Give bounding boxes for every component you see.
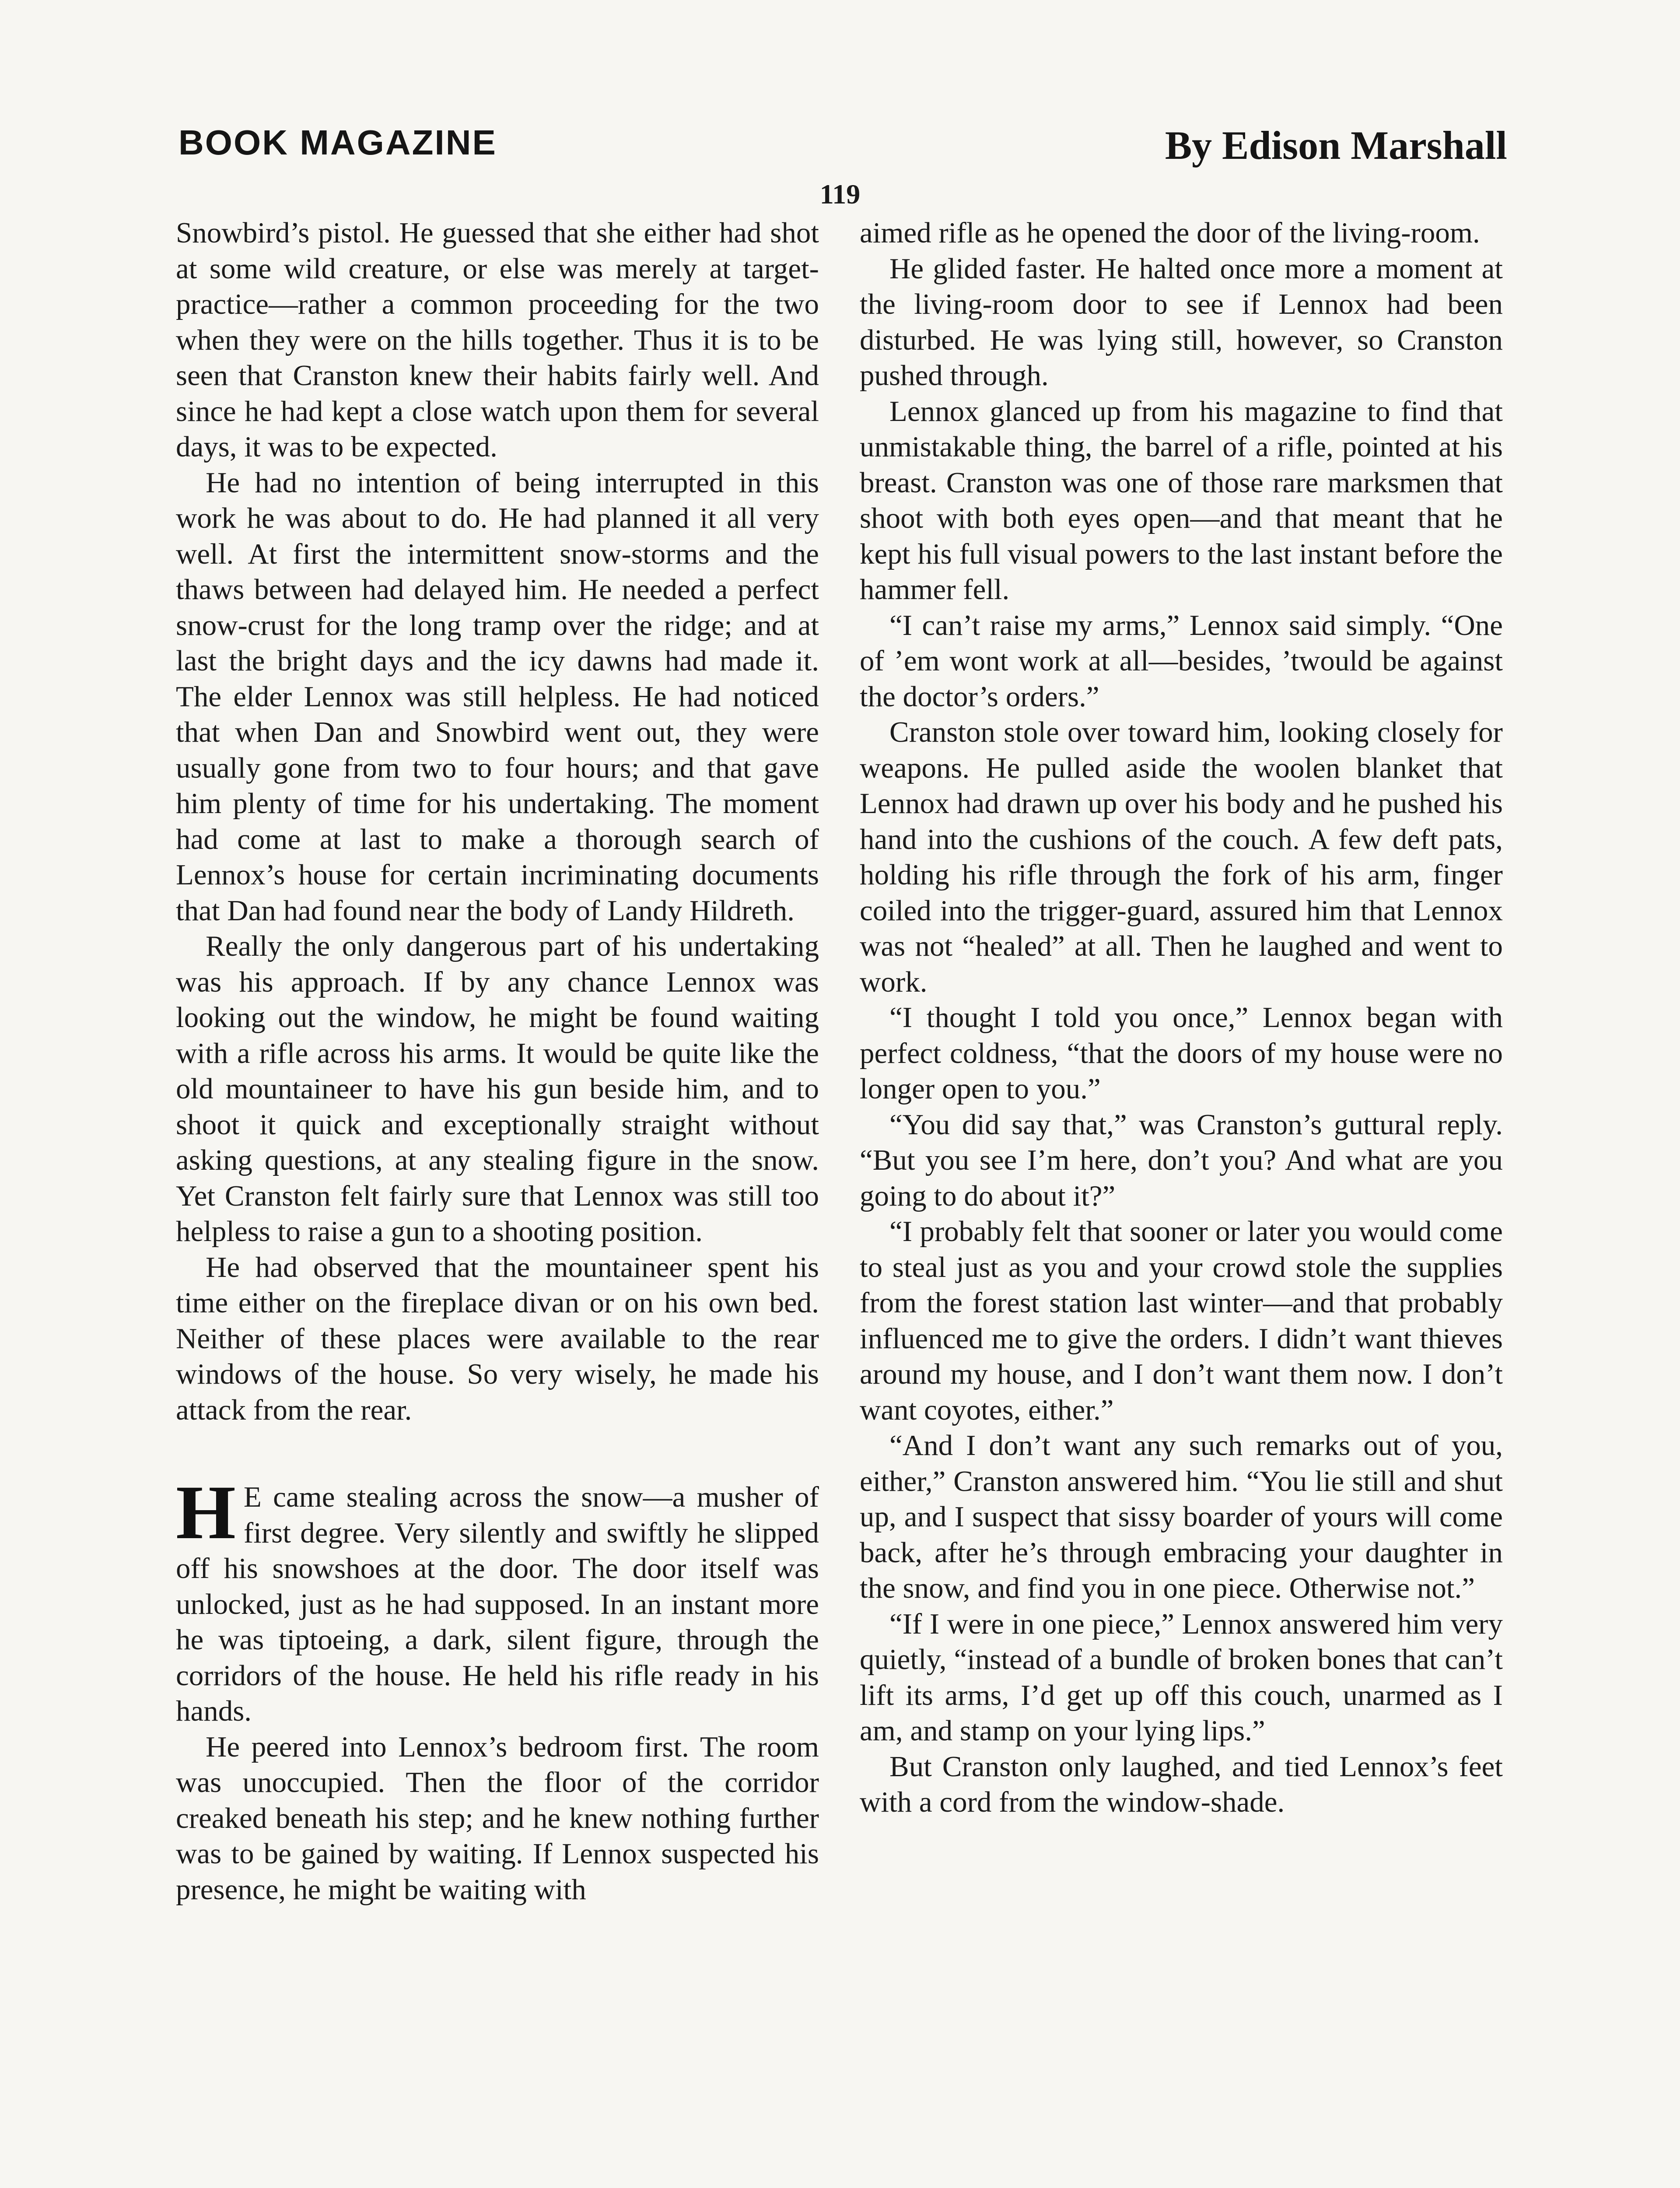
paragraph: “You did say that,” was Cranston’s guttural reply. “But you see I’m here, don’t you? And what are you going to do about it?” [860,1108,1503,1212]
drop-cap: H [176,1470,236,1555]
dropcap-paragraph [176,1470,819,1729]
section-break [176,1428,819,1480]
paragraph-continuation: aimed rifle as he opened the door of the living-room. [860,217,1480,249]
paragraph: “And I don’t want any such remarks out of you, either,” Cranston answered him. “You lie still and shut up, and I suspect that sissy boarder of yours will come back, after he’s through embracing your daughter in the snow, and find you in one piece. Otherwise not.” [860,1429,1503,1604]
left-column [176,215,819,1907]
page-number: 119 [819,179,861,210]
publication-title: BOOK MAGAZINE [178,123,497,162]
dropcap-paragraph-text: E came stealing across the snow—a musher of first degree. Very silently and swiftly he slipped off his snowshoes at the door. The door itself was unlocked, just as he had supposed. In an instant more he was tiptoeing, a dark, silent figure, through the corridors of the house. He held his rifle ready in his hands. [176,1481,819,1727]
paragraph: “I thought I told you once,” Lennox began with perfect coldness, “that the doors of my house were no longer open to you.” [860,1001,1503,1105]
paragraph: “I probably felt that sooner or later you would come to steal just as you and your crowd stole the supplies from the forest station last winter—and that probably influenced me to give the orders. I didn’t want thieves around my house, and I don’t want them now. I don’t want coyotes, either.” [860,1215,1503,1426]
paragraph: But Cranston only laughed, and tied Lennox’s feet with a cord from the window-shade. [860,1750,1503,1818]
paragraph: “I can’t raise my arms,” Lennox said simply. “One of ’em wont work at all—besides, ’twould be against the doctor’s orders.” [860,609,1503,713]
paragraph: Lennox glanced up from his magazine to find that unmistakable thing, the barrel of a rifle, pointed at his breast. Cranston was one of those rare marksmen that shoot with both eyes open—and that meant that he kept his full visual powers to the last instant before the hammer fell. [860,395,1503,606]
paragraph: He peered into Lennox’s bedroom first. The room was unoccupied. Then the floor of the corridor creaked beneath his step; and he knew nothing further was to be gained by waiting. If Lennox suspected his presence, he might be waiting with [176,1730,819,1906]
paragraph: He glided faster. He halted once more a moment at the living-room door to see if Lennox had been disturbed. He was lying still, however, so Cranston pushed through. [860,252,1503,392]
paragraph: He had no intention of being interrupted in this work he was about to do. He had planned it all very well. At first the intermittent snow-storms and the thaws between had delayed him. He needed a perfect snow-crust for the long tramp over the ridge; and at last the bright days and the icy dawns had made it. The elder Lennox was still helpless. He had noticed that when Dan and Snowbird went out, they were usually gone from two to four hours; and that gave him plenty of time for his undertaking. The moment had come at last to make a thorough search of Lennox’s house for certain incriminating documents that Dan had found near the body of Landy Hildreth. [176,466,819,927]
right-column [860,215,1503,1820]
paragraph: He had observed that the mountaineer spent his time either on the fireplace divan or on his own bed. Neither of these places were available to the rear windows of the house. So very wisely, he made his attack from the rear. [176,1251,819,1426]
paragraph: Snowbird’s pistol. He guessed that she either had shot at some wild creature, or else was merely at target-practice—rather a common proceeding for the two when they were on the hills together. Thus it is to be seen that Cranston knew their habits fairly well. And since he had kept a close watch upon them for several days, it was to be expected. [176,217,819,463]
author-byline: By Edison Marshall [1165,123,1507,168]
paragraph: Really the only dangerous part of his undertaking was his approach. If by any chance Lennox was looking out the window, he might be found waiting with a rifle across his arms. It would be quite like the old mountaineer to have his gun beside him, and to shoot it quick and exceptionally straight without asking questions, at any stealing figure in the snow. Yet Cranston felt fairly sure that Lennox was still too helpless to raise a gun to a shooting position. [176,930,819,1248]
paragraph: Cranston stole over toward him, looking closely for weapons. He pulled aside the woolen blanket that Lennox had drawn up over his body and he pushed his hand into the cushions of the couch. A few deft pats, holding his rifle through the fork of his arm, finger coiled into the trigger-guard, assured him that Lennox was not “healed” at all. Then he laughed and went to work. [860,716,1503,998]
paragraph: “If I were in one piece,” Lennox answered him very quietly, “instead of a bundle of broken bones that can’t lift its arms, I’d get up off this couch, unarmed as I am, and stamp on your lying lips.” [860,1607,1503,1747]
